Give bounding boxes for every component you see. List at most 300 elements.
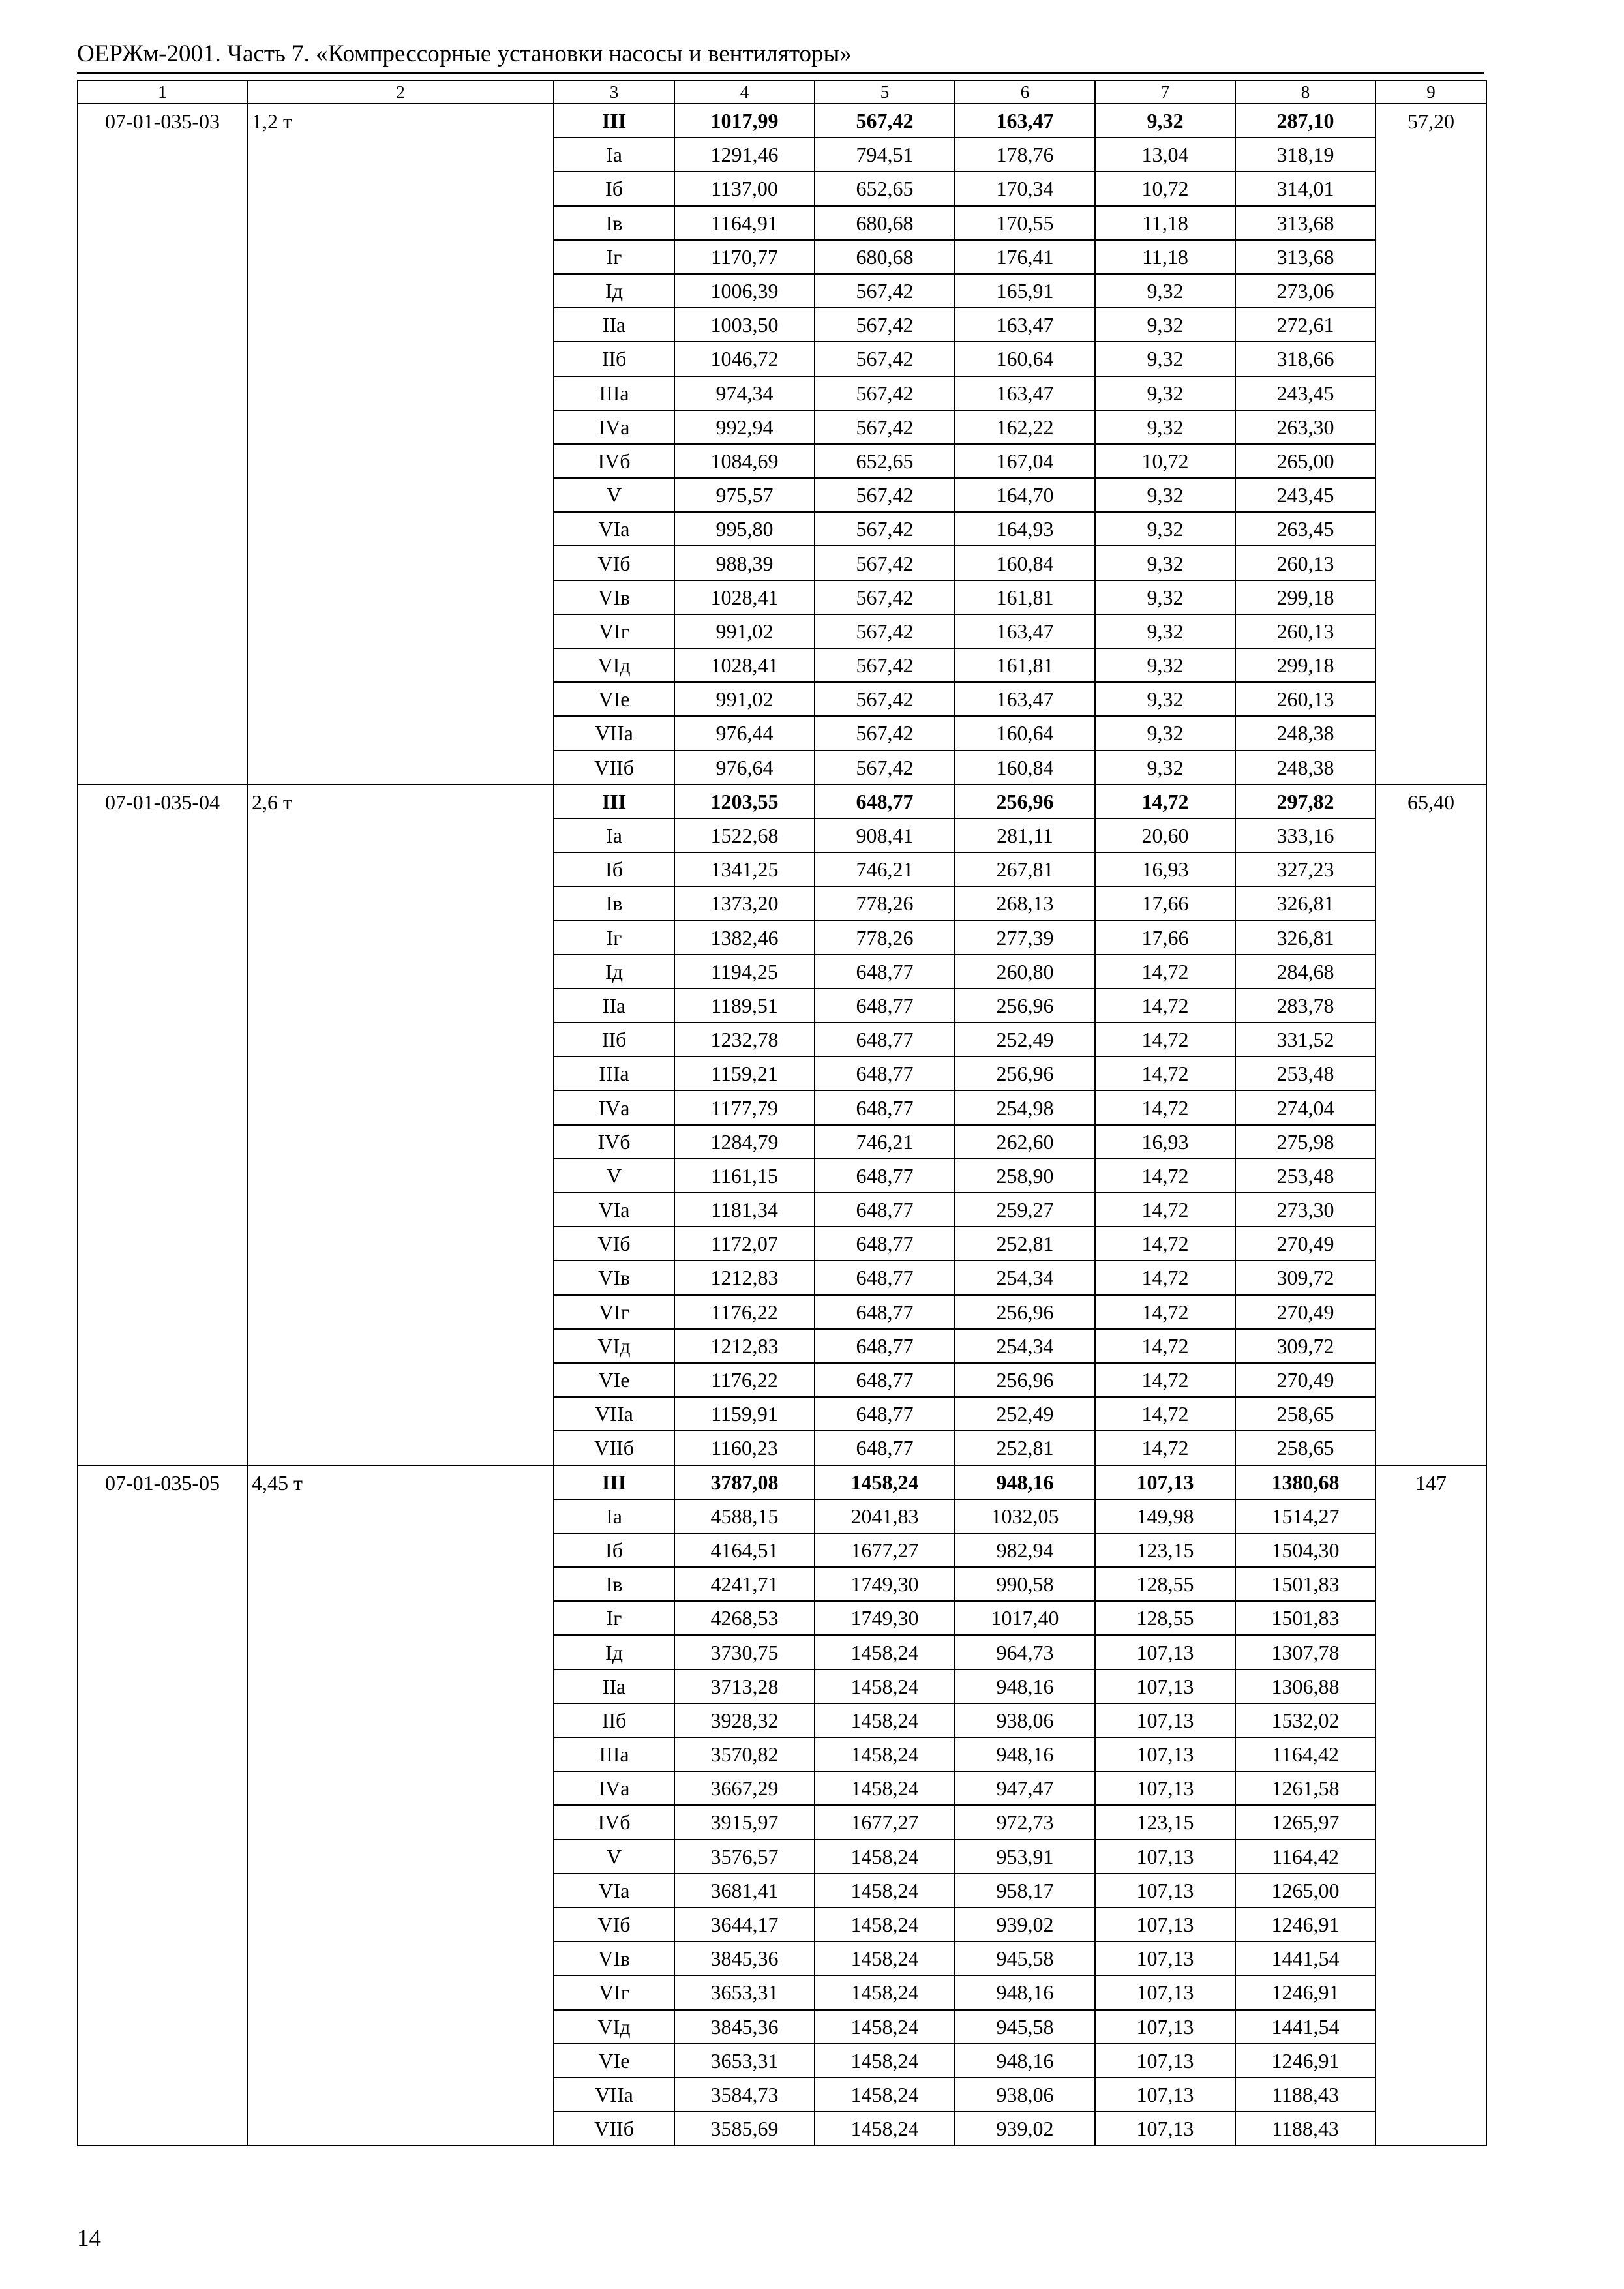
machines-cell: 256,96: [955, 1056, 1095, 1090]
machines-cell: 163,47: [955, 308, 1095, 342]
wages-cell: 648,77: [815, 1397, 955, 1431]
machines-cell: 1017,40: [955, 1601, 1095, 1635]
wages-cell: 908,41: [815, 818, 955, 852]
total-cost-cell: 1341,25: [674, 852, 815, 886]
regime-cell: IIб: [554, 342, 674, 376]
machinist-wages-cell: 9,32: [1095, 274, 1235, 308]
column-number: 9: [1376, 80, 1486, 104]
column-number: 4: [674, 80, 815, 104]
regime-cell: VIIб: [554, 1431, 674, 1465]
machines-cell: 945,58: [955, 2010, 1095, 2044]
materials-cell: 1265,97: [1235, 1805, 1376, 1839]
machines-cell: 160,84: [955, 751, 1095, 785]
total-cost-cell: 3653,31: [674, 2044, 815, 2078]
machinist-wages-cell: 9,32: [1095, 410, 1235, 444]
total-cost-cell: 1522,68: [674, 818, 815, 852]
machines-cell: 945,58: [955, 1941, 1095, 1975]
materials-cell: 314,01: [1235, 172, 1376, 205]
wages-cell: 648,77: [815, 955, 955, 989]
total-cost-cell: 1181,34: [674, 1193, 815, 1227]
total-cost-cell: 1160,23: [674, 1431, 815, 1465]
total-cost-cell: 3928,32: [674, 1703, 815, 1737]
machinist-wages-cell: 107,13: [1095, 2078, 1235, 2112]
wages-cell: 648,77: [815, 989, 955, 1023]
machinist-wages-cell: 107,13: [1095, 1840, 1235, 1874]
wages-cell: 567,42: [815, 682, 955, 716]
machines-cell: 176,41: [955, 240, 1095, 274]
table-row: [78, 104, 1486, 138]
regime-cell: IIа: [554, 308, 674, 342]
wages-cell: 567,42: [815, 308, 955, 342]
machines-cell: 964,73: [955, 1635, 1095, 1669]
wages-cell: 567,42: [815, 614, 955, 648]
regime-cell: IIа: [554, 1669, 674, 1703]
materials-cell: 1532,02: [1235, 1703, 1376, 1737]
materials-cell: 1188,43: [1235, 2112, 1376, 2146]
machinist-wages-cell: 13,04: [1095, 138, 1235, 172]
table-row: [78, 785, 1486, 818]
machines-cell: 163,47: [955, 614, 1095, 648]
total-cost-cell: 4268,53: [674, 1601, 815, 1635]
machines-cell: 958,17: [955, 1874, 1095, 1908]
machines-cell: 953,91: [955, 1840, 1095, 1874]
wages-cell: 648,77: [815, 1023, 955, 1056]
total-cost-cell: 3653,31: [674, 1975, 815, 2009]
machinist-wages-cell: 107,13: [1095, 2112, 1235, 2146]
total-cost-cell: 1006,39: [674, 274, 815, 308]
machines-cell: 163,47: [955, 682, 1095, 716]
materials-cell: 248,38: [1235, 716, 1376, 750]
machines-cell: 947,47: [955, 1771, 1095, 1805]
machines-cell: 161,81: [955, 648, 1095, 682]
materials-cell: 1164,42: [1235, 1840, 1376, 1874]
total-cost-cell: 3787,08: [674, 1465, 815, 1499]
machines-cell: 972,73: [955, 1805, 1095, 1839]
materials-cell: 1307,78: [1235, 1635, 1376, 1669]
total-cost-cell: 975,57: [674, 478, 815, 512]
regime-cell: IVа: [554, 1771, 674, 1805]
regime-cell: Iд: [554, 955, 674, 989]
total-cost-cell: 992,94: [674, 410, 815, 444]
materials-cell: 260,13: [1235, 614, 1376, 648]
wages-cell: 648,77: [815, 1227, 955, 1261]
materials-cell: 1164,42: [1235, 1737, 1376, 1771]
wages-cell: 648,77: [815, 1090, 955, 1124]
table-body: [78, 80, 1486, 2146]
regime-cell: VIIа: [554, 716, 674, 750]
table-row: [78, 1465, 1486, 1499]
page-number: 14: [77, 2225, 101, 2252]
total-cost-cell: 1291,46: [674, 138, 815, 172]
materials-cell: 263,45: [1235, 512, 1376, 546]
regime-cell: IIIа: [554, 1737, 674, 1771]
total-cost-cell: 1194,25: [674, 955, 815, 989]
wages-cell: 567,42: [815, 342, 955, 376]
machines-cell: 938,06: [955, 1703, 1095, 1737]
machinist-wages-cell: 107,13: [1095, 1874, 1235, 1908]
wages-cell: 648,77: [815, 1193, 955, 1227]
total-cost-cell: 1212,83: [674, 1261, 815, 1294]
wages-cell: 567,42: [815, 580, 955, 614]
regime-cell: Iб: [554, 172, 674, 205]
machines-cell: 160,64: [955, 342, 1095, 376]
machinist-wages-cell: 14,72: [1095, 1023, 1235, 1056]
wages-cell: 1458,24: [815, 2010, 955, 2044]
regime-cell: VIг: [554, 1975, 674, 2009]
machines-cell: 178,76: [955, 138, 1095, 172]
regime-cell: VIг: [554, 614, 674, 648]
total-cost-cell: 988,39: [674, 546, 815, 580]
machinist-wages-cell: 107,13: [1095, 1669, 1235, 1703]
wages-cell: 1458,24: [815, 1771, 955, 1805]
materials-cell: 1188,43: [1235, 2078, 1376, 2112]
wages-cell: 1749,30: [815, 1567, 955, 1601]
machines-cell: 948,16: [955, 1669, 1095, 1703]
machines-cell: 160,64: [955, 716, 1095, 750]
regime-cell: Iб: [554, 1533, 674, 1567]
regime-cell: VIв: [554, 1941, 674, 1975]
machines-cell: 160,84: [955, 546, 1095, 580]
machines-cell: 170,34: [955, 172, 1095, 205]
machinist-wages-cell: 9,32: [1095, 580, 1235, 614]
materials-cell: 1246,91: [1235, 1975, 1376, 2009]
regime-cell: VIв: [554, 580, 674, 614]
wages-cell: 680,68: [815, 206, 955, 240]
regime-cell: VIв: [554, 1261, 674, 1294]
total-cost-cell: 991,02: [674, 614, 815, 648]
total-cost-cell: 3915,97: [674, 1805, 815, 1839]
total-cost-cell: 1161,15: [674, 1159, 815, 1193]
materials-cell: 253,48: [1235, 1056, 1376, 1090]
total-cost-cell: 4241,71: [674, 1567, 815, 1601]
machinist-wages-cell: 9,32: [1095, 478, 1235, 512]
machines-cell: 163,47: [955, 376, 1095, 410]
labor-cost-cell: 57,20: [1376, 104, 1486, 785]
wages-cell: 2041,83: [815, 1499, 955, 1533]
wages-cell: 778,26: [815, 886, 955, 920]
column-number: 7: [1095, 80, 1235, 104]
wages-cell: 1458,24: [815, 1874, 955, 1908]
column-number: 8: [1235, 80, 1376, 104]
column-number: 5: [815, 80, 955, 104]
total-cost-cell: 1159,91: [674, 1397, 815, 1431]
total-cost-cell: 976,64: [674, 751, 815, 785]
wages-cell: 794,51: [815, 138, 955, 172]
materials-cell: 1441,54: [1235, 2010, 1376, 2044]
wages-cell: 1458,24: [815, 1635, 955, 1669]
regime-cell: Iв: [554, 886, 674, 920]
wages-cell: 567,42: [815, 751, 955, 785]
machinist-wages-cell: 14,72: [1095, 1193, 1235, 1227]
regime-cell: V: [554, 478, 674, 512]
total-cost-cell: 1084,69: [674, 444, 815, 478]
capacity-cell: 2,6 т: [247, 785, 554, 1465]
materials-cell: 260,13: [1235, 546, 1376, 580]
regime-cell: Iв: [554, 206, 674, 240]
materials-cell: 318,66: [1235, 342, 1376, 376]
wages-cell: 648,77: [815, 1056, 955, 1090]
machines-cell: 938,06: [955, 2078, 1095, 2112]
wages-cell: 567,42: [815, 104, 955, 138]
wages-cell: 778,26: [815, 921, 955, 955]
machinist-wages-cell: 9,32: [1095, 512, 1235, 546]
machinist-wages-cell: 17,66: [1095, 921, 1235, 955]
machinist-wages-cell: 107,13: [1095, 1771, 1235, 1805]
machines-cell: 254,34: [955, 1261, 1095, 1294]
regime-cell: VIа: [554, 1874, 674, 1908]
machines-cell: 254,34: [955, 1329, 1095, 1363]
materials-cell: 331,52: [1235, 1023, 1376, 1056]
wages-cell: 648,77: [815, 785, 955, 818]
wages-cell: 1677,27: [815, 1533, 955, 1567]
machinist-wages-cell: 14,72: [1095, 1363, 1235, 1397]
materials-cell: 1504,30: [1235, 1533, 1376, 1567]
total-cost-cell: 976,44: [674, 716, 815, 750]
machines-cell: 268,13: [955, 886, 1095, 920]
materials-cell: 258,65: [1235, 1397, 1376, 1431]
regime-cell: VIе: [554, 1363, 674, 1397]
wages-cell: 567,42: [815, 512, 955, 546]
total-cost-cell: 3845,36: [674, 1941, 815, 1975]
wages-cell: 1458,24: [815, 2044, 955, 2078]
machines-cell: 260,80: [955, 955, 1095, 989]
machinist-wages-cell: 9,32: [1095, 342, 1235, 376]
machines-cell: 948,16: [955, 1737, 1095, 1771]
machines-cell: 163,47: [955, 104, 1095, 138]
regime-cell: IVб: [554, 444, 674, 478]
column-number: 1: [78, 80, 247, 104]
materials-cell: 1501,83: [1235, 1601, 1376, 1635]
machinist-wages-cell: 14,72: [1095, 1397, 1235, 1431]
regime-cell: III: [554, 785, 674, 818]
materials-cell: 326,81: [1235, 921, 1376, 955]
machinist-wages-cell: 9,32: [1095, 376, 1235, 410]
wages-cell: 648,77: [815, 1295, 955, 1329]
regime-cell: IIIа: [554, 1056, 674, 1090]
total-cost-cell: 1170,77: [674, 240, 815, 274]
regime-cell: IVа: [554, 410, 674, 444]
total-cost-cell: 3667,29: [674, 1771, 815, 1805]
regime-cell: III: [554, 104, 674, 138]
machines-cell: 939,02: [955, 2112, 1095, 2146]
machinist-wages-cell: 9,32: [1095, 614, 1235, 648]
wages-cell: 567,42: [815, 274, 955, 308]
regime-cell: VIг: [554, 1295, 674, 1329]
materials-cell: 1261,58: [1235, 1771, 1376, 1805]
materials-cell: 1501,83: [1235, 1567, 1376, 1601]
machines-cell: 252,81: [955, 1227, 1095, 1261]
materials-cell: 1380,68: [1235, 1465, 1376, 1499]
total-cost-cell: 1232,78: [674, 1023, 815, 1056]
total-cost-cell: 1212,83: [674, 1329, 815, 1363]
regime-cell: VIб: [554, 1227, 674, 1261]
regime-cell: VIб: [554, 1908, 674, 1941]
machinist-wages-cell: 9,32: [1095, 308, 1235, 342]
wages-cell: 1458,24: [815, 1465, 955, 1499]
total-cost-cell: 4164,51: [674, 1533, 815, 1567]
total-cost-cell: 1177,79: [674, 1090, 815, 1124]
total-cost-cell: 1373,20: [674, 886, 815, 920]
machinist-wages-cell: 107,13: [1095, 1465, 1235, 1499]
materials-cell: 270,49: [1235, 1363, 1376, 1397]
machinist-wages-cell: 9,32: [1095, 648, 1235, 682]
materials-cell: 333,16: [1235, 818, 1376, 852]
machines-cell: 252,81: [955, 1431, 1095, 1465]
materials-cell: 299,18: [1235, 580, 1376, 614]
regime-cell: Iв: [554, 1567, 674, 1601]
regime-cell: Iд: [554, 274, 674, 308]
regime-cell: III: [554, 1465, 674, 1499]
total-cost-cell: 1203,55: [674, 785, 815, 818]
machinist-wages-cell: 14,72: [1095, 1090, 1235, 1124]
materials-cell: 297,82: [1235, 785, 1376, 818]
materials-cell: 1265,00: [1235, 1874, 1376, 1908]
machinist-wages-cell: 16,93: [1095, 852, 1235, 886]
wages-cell: 567,42: [815, 716, 955, 750]
materials-cell: 1306,88: [1235, 1669, 1376, 1703]
machines-cell: 252,49: [955, 1397, 1095, 1431]
regime-cell: Iг: [554, 240, 674, 274]
regime-cell: VIе: [554, 2044, 674, 2078]
wages-cell: 1677,27: [815, 1805, 955, 1839]
machines-cell: 256,96: [955, 989, 1095, 1023]
regime-cell: VIд: [554, 2010, 674, 2044]
total-cost-cell: 3845,36: [674, 2010, 815, 2044]
machinist-wages-cell: 107,13: [1095, 1941, 1235, 1975]
column-number: 2: [247, 80, 554, 104]
machinist-wages-cell: 14,72: [1095, 955, 1235, 989]
wages-cell: 1458,24: [815, 2078, 955, 2112]
wages-cell: 1458,24: [815, 2112, 955, 2146]
capacity-cell: 4,45 т: [247, 1465, 554, 2146]
regime-cell: VIIб: [554, 751, 674, 785]
machines-cell: 165,91: [955, 274, 1095, 308]
machines-cell: 281,11: [955, 818, 1095, 852]
machinist-wages-cell: 107,13: [1095, 2010, 1235, 2044]
machines-cell: 256,96: [955, 785, 1095, 818]
total-cost-cell: 1159,21: [674, 1056, 815, 1090]
machines-cell: 262,60: [955, 1125, 1095, 1159]
wages-cell: 1458,24: [815, 1975, 955, 2009]
regime-cell: VIд: [554, 648, 674, 682]
regime-cell: IIб: [554, 1023, 674, 1056]
wages-cell: 1458,24: [815, 1669, 955, 1703]
wages-cell: 648,77: [815, 1431, 955, 1465]
materials-cell: 1246,91: [1235, 2044, 1376, 2078]
machinist-wages-cell: 14,72: [1095, 1261, 1235, 1294]
materials-cell: 318,19: [1235, 138, 1376, 172]
machinist-wages-cell: 128,55: [1095, 1601, 1235, 1635]
machinist-wages-cell: 9,32: [1095, 716, 1235, 750]
total-cost-cell: 3584,73: [674, 2078, 815, 2112]
machinist-wages-cell: 9,32: [1095, 104, 1235, 138]
regime-cell: IIа: [554, 989, 674, 1023]
total-cost-cell: 1176,22: [674, 1363, 815, 1397]
machinist-wages-cell: 107,13: [1095, 1737, 1235, 1771]
total-cost-cell: 1003,50: [674, 308, 815, 342]
machinist-wages-cell: 20,60: [1095, 818, 1235, 852]
regime-cell: V: [554, 1159, 674, 1193]
wages-cell: 1458,24: [815, 1703, 955, 1737]
total-cost-cell: 3713,28: [674, 1669, 815, 1703]
total-cost-cell: 3570,82: [674, 1737, 815, 1771]
materials-cell: 274,04: [1235, 1090, 1376, 1124]
materials-cell: 1441,54: [1235, 1941, 1376, 1975]
total-cost-cell: 974,34: [674, 376, 815, 410]
total-cost-cell: 995,80: [674, 512, 815, 546]
regime-cell: IVб: [554, 1125, 674, 1159]
materials-cell: 248,38: [1235, 751, 1376, 785]
machinist-wages-cell: 14,72: [1095, 1056, 1235, 1090]
regime-cell: VIIб: [554, 2112, 674, 2146]
machines-cell: 164,93: [955, 512, 1095, 546]
machines-cell: 948,16: [955, 1465, 1095, 1499]
total-cost-cell: 3681,41: [674, 1874, 815, 1908]
materials-cell: 309,72: [1235, 1329, 1376, 1363]
page-title: ОЕРЖм-2001. Часть 7. «Компрессорные установки насосы и вентиляторы»: [77, 40, 852, 67]
machines-cell: 162,22: [955, 410, 1095, 444]
materials-cell: 265,00: [1235, 444, 1376, 478]
wages-cell: 652,65: [815, 172, 955, 205]
rate-code-cell: 07-01-035-03: [78, 104, 247, 785]
machines-cell: 990,58: [955, 1567, 1095, 1601]
machinist-wages-cell: 107,13: [1095, 2044, 1235, 2078]
regime-cell: IIб: [554, 1703, 674, 1737]
materials-cell: 263,30: [1235, 410, 1376, 444]
rate-code-cell: 07-01-035-04: [78, 785, 247, 1465]
machines-cell: 948,16: [955, 2044, 1095, 2078]
total-cost-cell: 991,02: [674, 682, 815, 716]
regime-cell: VIе: [554, 682, 674, 716]
rate-code-cell: 07-01-035-05: [78, 1465, 247, 2146]
regime-cell: V: [554, 1840, 674, 1874]
machinist-wages-cell: 107,13: [1095, 1908, 1235, 1941]
total-cost-cell: 3576,57: [674, 1840, 815, 1874]
wages-cell: 648,77: [815, 1363, 955, 1397]
wages-cell: 746,21: [815, 852, 955, 886]
machinist-wages-cell: 14,72: [1095, 1431, 1235, 1465]
materials-cell: 243,45: [1235, 478, 1376, 512]
total-cost-cell: 1172,07: [674, 1227, 815, 1261]
machines-cell: 982,94: [955, 1533, 1095, 1567]
materials-cell: 309,72: [1235, 1261, 1376, 1294]
regime-cell: VIа: [554, 512, 674, 546]
machinist-wages-cell: 149,98: [1095, 1499, 1235, 1533]
wages-cell: 746,21: [815, 1125, 955, 1159]
regime-cell: Iб: [554, 852, 674, 886]
machines-cell: 258,90: [955, 1159, 1095, 1193]
machinist-wages-cell: 11,18: [1095, 240, 1235, 274]
materials-cell: 327,23: [1235, 852, 1376, 886]
total-cost-cell: 3730,75: [674, 1635, 815, 1669]
materials-cell: 313,68: [1235, 206, 1376, 240]
materials-cell: 253,48: [1235, 1159, 1376, 1193]
wages-cell: 1458,24: [815, 1737, 955, 1771]
wages-cell: 648,77: [815, 1261, 955, 1294]
regime-cell: IVб: [554, 1805, 674, 1839]
machinist-wages-cell: 14,72: [1095, 785, 1235, 818]
materials-cell: 299,18: [1235, 648, 1376, 682]
machines-cell: 170,55: [955, 206, 1095, 240]
machinist-wages-cell: 107,13: [1095, 1975, 1235, 2009]
regime-cell: VIIа: [554, 1397, 674, 1431]
materials-cell: 1514,27: [1235, 1499, 1376, 1533]
regime-cell: Iа: [554, 138, 674, 172]
machinist-wages-cell: 123,15: [1095, 1805, 1235, 1839]
machinist-wages-cell: 107,13: [1095, 1635, 1235, 1669]
total-cost-cell: 1382,46: [674, 921, 815, 955]
total-cost-cell: 3644,17: [674, 1908, 815, 1941]
